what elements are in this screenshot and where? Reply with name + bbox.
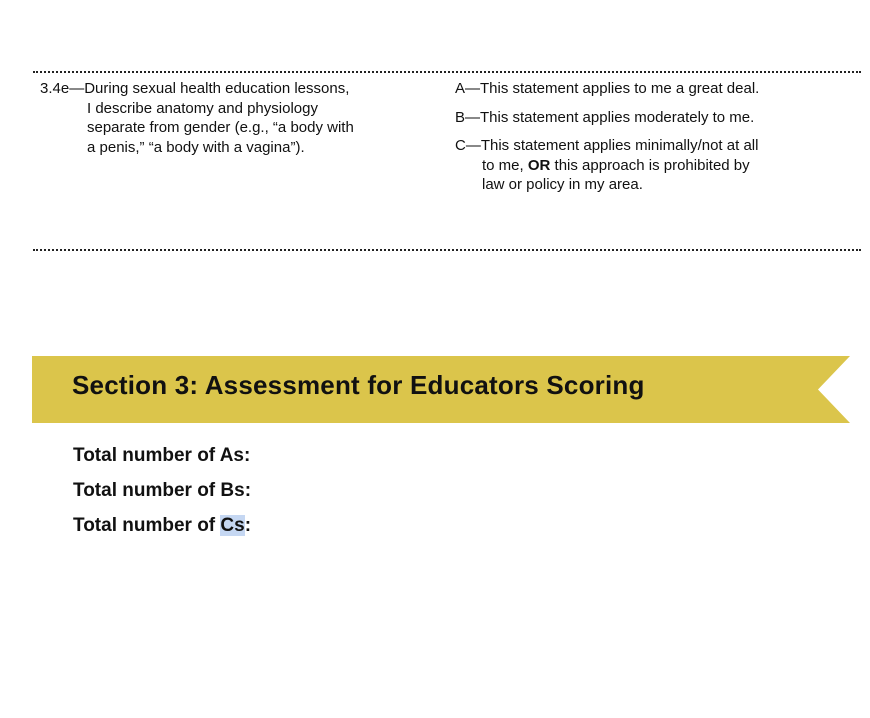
total-cs-colon: : [244, 515, 252, 536]
total-bs-label: Total number of Bs: [73, 480, 252, 501]
dotted-divider-top [33, 71, 861, 73]
answer-c-line-2 [455, 156, 795, 176]
text-selection-highlight[interactable]: Cs [220, 515, 245, 536]
answer-option-a: A—This statement applies to me a great deal. [455, 80, 760, 97]
answer-c-text: to me, [482, 156, 528, 174]
answer-c-text-cont: this approach is prohibited by [550, 156, 750, 174]
question-3-4e [40, 79, 400, 157]
total-cs-text: Total number of [73, 515, 221, 536]
scoring-totals [73, 445, 251, 550]
section-title: Section 3: Assessment for Educators Scoring [72, 370, 645, 400]
total-as-label: Total number of As: [73, 445, 251, 466]
dotted-divider-bottom [33, 249, 861, 251]
answer-c-or: OR [527, 156, 551, 174]
total-cs-label [73, 515, 251, 550]
question-first-line [40, 79, 400, 99]
question-text-line-1: During sexual health education lessons, [84, 80, 350, 97]
answer-option-b: B—This statement applies moderately to me. [455, 108, 755, 126]
question-text-line-4: a penis,” “a body with a vagina”). [87, 138, 305, 156]
question-text-line-3: separate from gender (e.g., “a body with [87, 119, 354, 136]
question-text-line-2: I describe anatomy and physiology [87, 99, 318, 117]
section-banner [32, 356, 850, 423]
answer-c-line-3: law or policy in my area. [482, 176, 643, 193]
answer-c-line-1: C—This statement applies minimally/not at all [455, 137, 759, 154]
question-number: 3.4e— [40, 80, 85, 97]
answer-options [455, 79, 795, 204]
answer-option-c [455, 136, 795, 195]
